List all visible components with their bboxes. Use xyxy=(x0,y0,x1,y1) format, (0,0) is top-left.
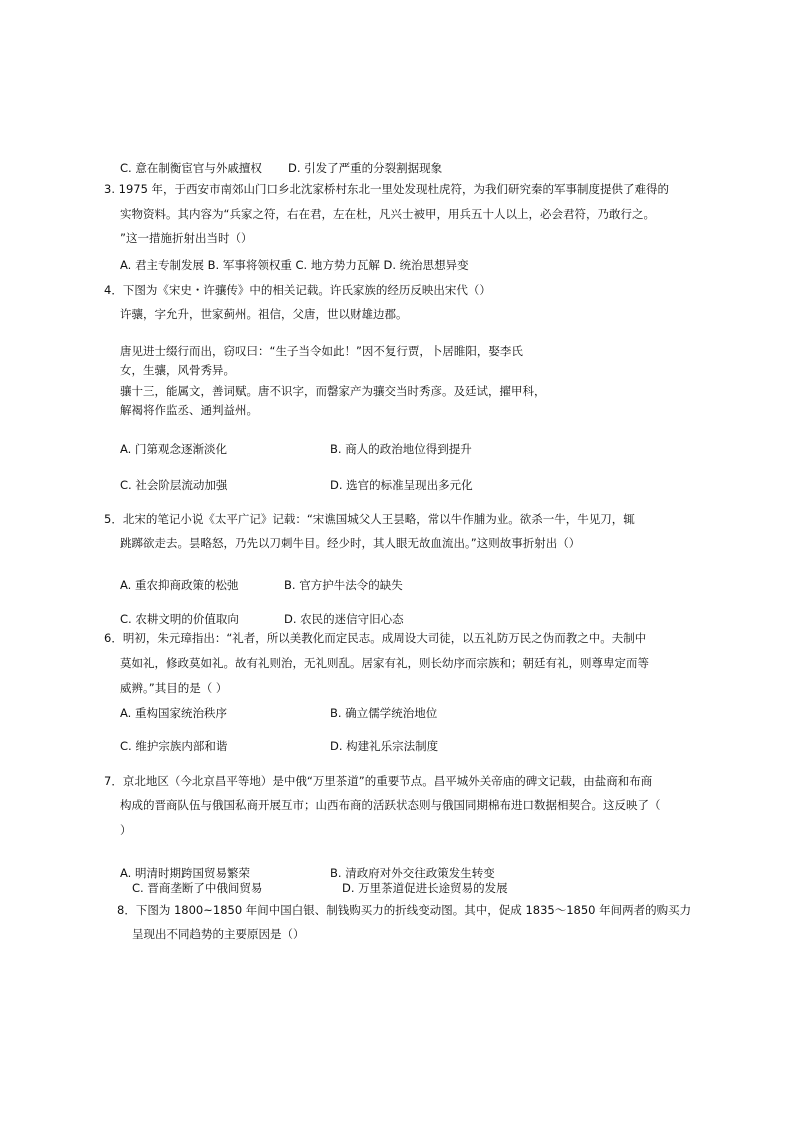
q4-option-a: A. 门第观念逐渐淡化 xyxy=(120,442,227,456)
q6-option-c: C. 维护宗族内部和谐 xyxy=(120,739,228,753)
q2-option-c: C. 意在制衡宦官与外戚擅权 xyxy=(120,161,262,175)
q6-option-d: D. 构建礼乐宗法制度 xyxy=(330,739,439,753)
q3-stem-line3: ”这一措施折射出当时（） xyxy=(120,231,253,245)
q7-option-c: C. 晋商垄断了中俄间贸易 xyxy=(132,881,263,895)
q4-quote-line1: 许骧，字允升，世家蓟州。祖信，父唐，世以财雄边郡。 xyxy=(120,307,408,321)
q4-quote-line5: 解褐将作监丞、通判益州。 xyxy=(120,403,258,417)
q5-option-a: A. 重农抑商政策的松弛 xyxy=(120,578,239,592)
q5-option-d: D. 农民的迷信守旧心态 xyxy=(284,612,404,626)
q4-stem: 4．下图为《宋史・许骧传》中的相关记载。许氏家族的经历反映出宋代（） xyxy=(104,283,491,297)
q2-option-d: D. 引发了严重的分裂割据现象 xyxy=(288,161,443,175)
q7-option-a: A. 明清时期跨国贸易繁荣 xyxy=(120,866,250,880)
q4-quote-line4: 骧十三，能属文，善词赋。唐不识字，而罄家产为骧交当时秀彦。及廷试，擢甲科， xyxy=(120,384,546,398)
q5-option-b: B. 官方护牛法令的缺失 xyxy=(284,578,403,592)
q3-stem-line2: 实物资料。其内容为“兵家之符，右在君，左在杜，凡兴士被甲，用兵五十人以上，必会君符，乃敢行之。 xyxy=(120,207,655,221)
q6-stem-line1: 6．明初，朱元璋指出：“礼者，所以美教化而定民志。成周设大司徒，以五礼防万民之伪而教之中。夫制中 xyxy=(104,631,647,645)
q4-quote-line2: 唐见进士缀行而出，窃叹曰：“生子当令如此！”因不复行贾，卜居睢阳，娶李氏 xyxy=(120,344,523,358)
q5-stem-line2: 跳踯欲走去。昙略怒，乃先以刀刺牛目。经少时，其人眼无故血流出。”这则故事折射出（） xyxy=(120,536,581,550)
q7-option-b: B. 清政府对外交往政策发生转变 xyxy=(330,866,495,880)
q5-option-c: C. 农耕文明的价值取向 xyxy=(120,612,239,626)
q7-stem-line3: ） xyxy=(120,823,132,837)
q7-option-d: D. 万里茶道促进长途贸易的发展 xyxy=(342,881,508,895)
q6-option-b: B. 确立儒学统治地位 xyxy=(330,706,438,720)
q4-option-c: C. 社会阶层流动加强 xyxy=(120,478,228,492)
q3-stem-line1: 3. 1975 年，于西安市南郊山门口乡北沈家桥村东北一里处发现杜虎符，为我们研究秦的军事制度提供了难得的 xyxy=(104,182,670,196)
q8-stem-line2: 呈现出不同趋势的主要原因是（） xyxy=(132,927,305,941)
q7-stem-line1: 7．京北地区（今北京昌平等地）是中俄“万里茶道”的重要节点。昌平城外关帝庙的碑文记载，由盐商和布商 xyxy=(104,774,653,788)
q6-option-a: A. 重构国家统治秩序 xyxy=(120,706,227,720)
q6-stem-line3: 威辨。”其目的是（ ） xyxy=(120,681,228,695)
q8-stem-line1: 8．下图为 1800~1850 年间中国白银、制钱购买力的折线变动图。其中，促成 1835～1850 年间两者的购买力 xyxy=(117,903,692,917)
q5-stem-line1: 5．北宋的笔记小说《太平广记》记载：“宋谯国城父人王昙略，常以牛作脯为业。欲杀一牛，牛见刀，辄 xyxy=(104,512,635,526)
q4-option-d: D. 选官的标准呈现出多元化 xyxy=(330,478,473,492)
q6-stem-line2: 莫如礼，修政莫如礼。故有礼则治，无礼则乱。居家有礼，则长幼序而宗族和；朝廷有礼，则尊卑定而等 xyxy=(120,656,649,670)
q4-quote-line3: 女，生骧，风骨秀异。 xyxy=(120,363,235,377)
q7-stem-line2: 构成的晋商队伍与俄国私商开展互市；山西布商的活跃状态则与俄国同期棉布进口数据相契合。这反映了（ xyxy=(120,798,661,812)
q3-options: A. 君主专制发展 B. 军事将领权重 C. 地方势力瓦解 D. 统治思想异变 xyxy=(120,258,469,272)
q4-option-b: B. 商人的政治地位得到提升 xyxy=(330,442,472,456)
